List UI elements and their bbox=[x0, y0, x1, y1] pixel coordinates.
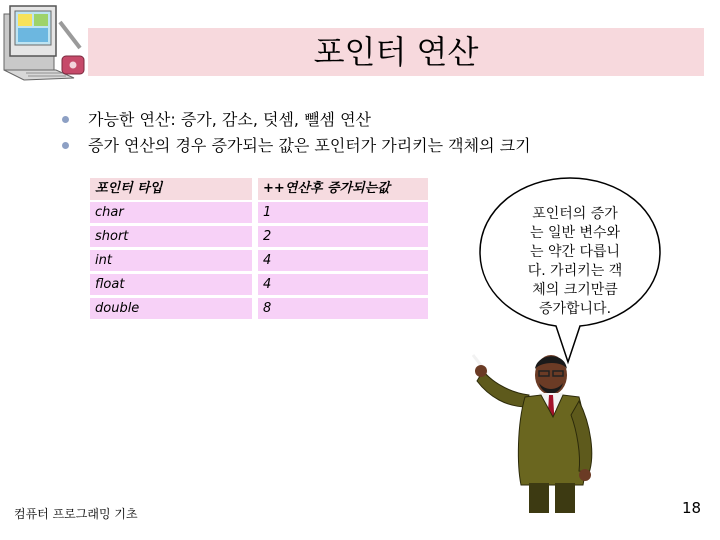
pointer-size-table bbox=[90, 178, 428, 322]
bullet-dot-icon bbox=[62, 116, 69, 123]
computer-icon bbox=[0, 0, 92, 84]
table-cell: 8 bbox=[258, 298, 428, 319]
table-cell: double bbox=[90, 298, 252, 319]
table-header-cell: ++연산후 증가되는값 bbox=[258, 178, 428, 200]
bullet-item bbox=[62, 107, 702, 133]
table-header-row bbox=[90, 178, 428, 202]
page-number: 18 bbox=[682, 499, 702, 517]
table-cell: float bbox=[90, 274, 252, 295]
table-row bbox=[90, 250, 428, 274]
table-cell: 2 bbox=[258, 226, 428, 247]
bullet-item bbox=[62, 133, 702, 159]
footer-course-name: 컴퓨터 프로그래밍 기초 bbox=[14, 507, 138, 521]
table-cell: 4 bbox=[258, 274, 428, 295]
slide-title: 포인터 연산 bbox=[313, 33, 479, 71]
callout-text: 포인터의 증가 는 일반 변수와 는 약간 다릅니 다. 가리키는 객 체의 크기만큼 증가합니다. bbox=[527, 206, 623, 317]
table-cell: char bbox=[90, 202, 252, 223]
table-header-cell: 포인터 타입 bbox=[90, 178, 252, 200]
table-cell: int bbox=[90, 250, 252, 271]
bullet-dot-icon bbox=[62, 142, 69, 149]
table-row bbox=[90, 226, 428, 250]
bullet-text: 가능한 연산: 증가, 감소, 덧셈, 뺄셈 연산 bbox=[88, 110, 372, 129]
presenter-figure bbox=[455, 345, 615, 515]
table-cell: short bbox=[90, 226, 252, 247]
bullet-text: 증가 연산의 경우 증가되는 값은 포인터가 가리키는 객체의 크기 bbox=[88, 136, 531, 155]
table-row bbox=[90, 274, 428, 298]
table-cell: 1 bbox=[258, 202, 428, 223]
table-row bbox=[90, 202, 428, 226]
bullet-list bbox=[62, 107, 702, 159]
table-cell: 4 bbox=[258, 250, 428, 271]
table-row bbox=[90, 298, 428, 322]
